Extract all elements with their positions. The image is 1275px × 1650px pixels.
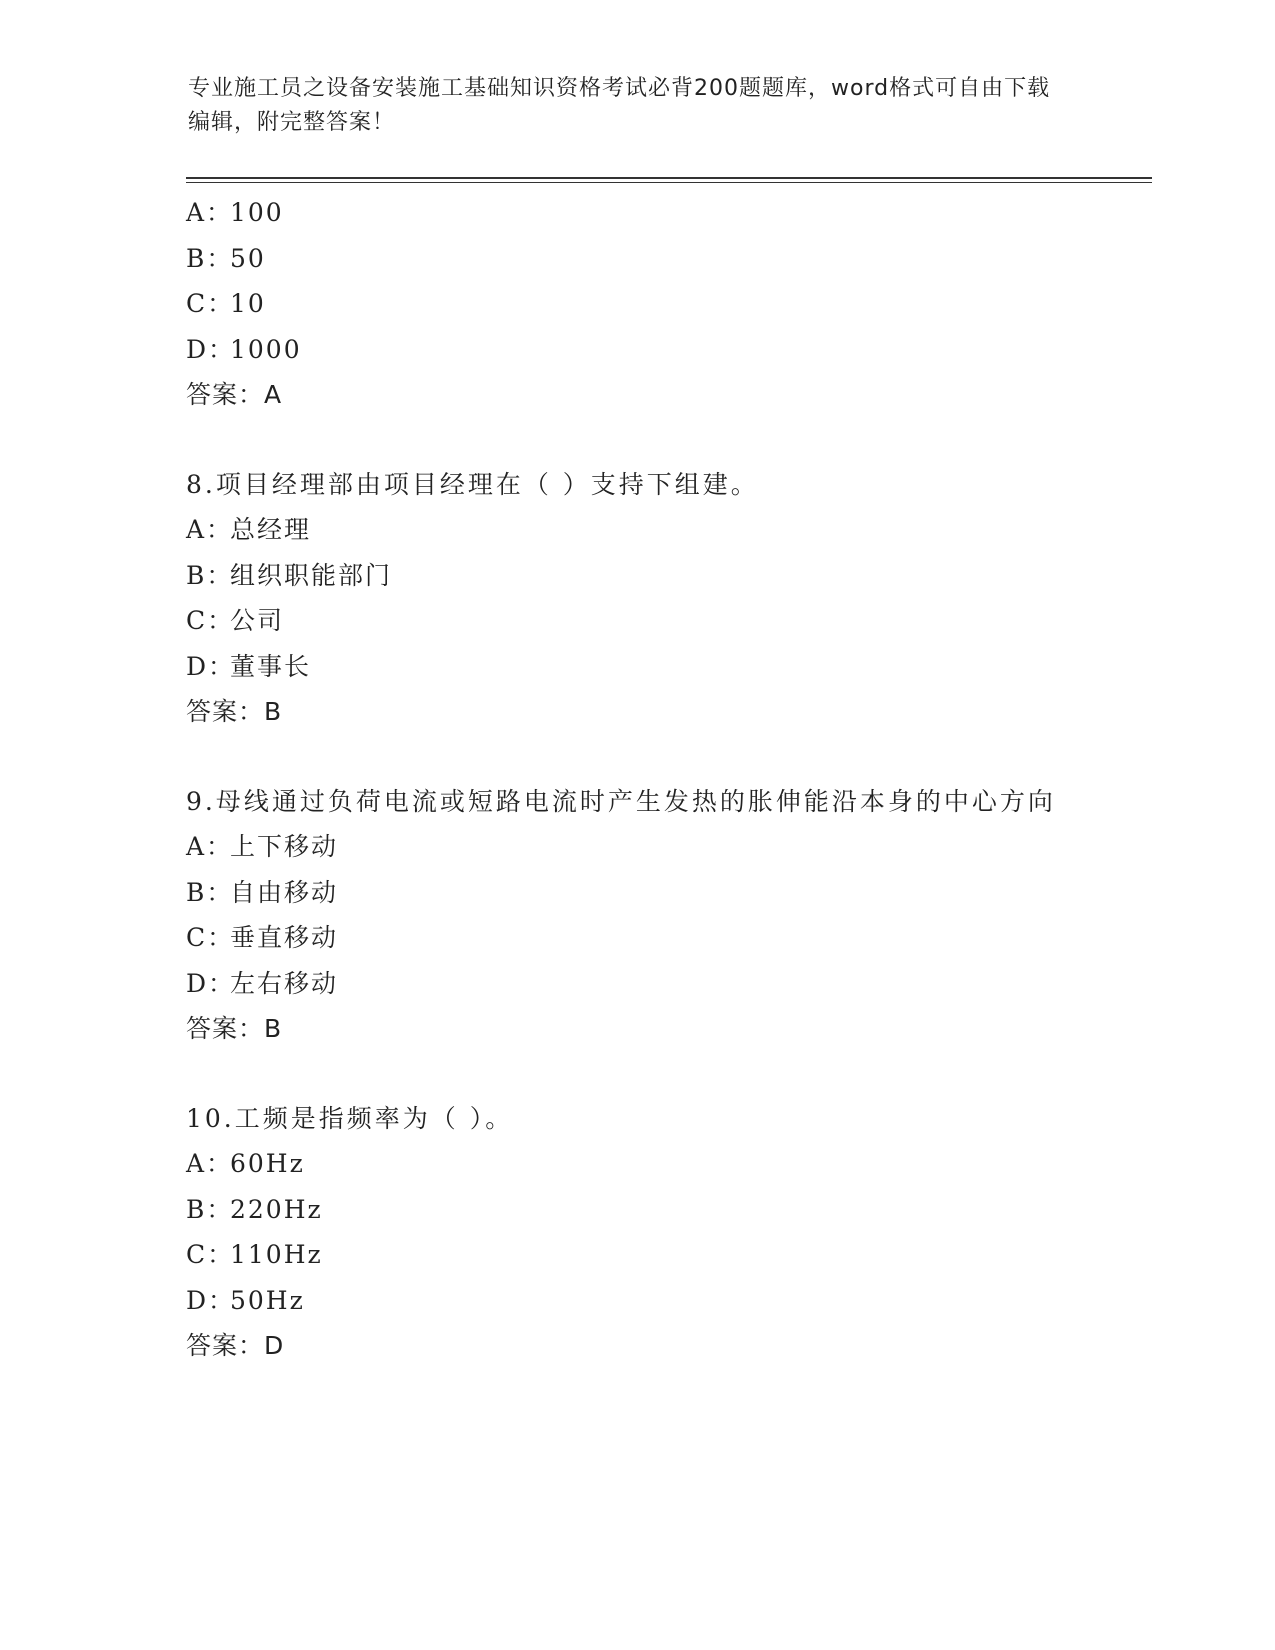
answer-line: 答案：A bbox=[186, 380, 283, 409]
option-d: D：左右移动 bbox=[186, 968, 339, 998]
option-c: C：公司 bbox=[186, 606, 285, 635]
option-d: D：董事长 bbox=[186, 651, 312, 681]
header-title: 专业施工员之设备安装施工基础知识资格考试必背200题题库，word格式可自由下载编辑，附完整答案！ bbox=[188, 76, 1051, 135]
question-block-7 bbox=[186, 190, 1086, 418]
question-content bbox=[186, 190, 1086, 1369]
option-a: A：100 bbox=[186, 198, 284, 227]
option-a: A：总经理 bbox=[186, 515, 312, 544]
question-text: 9.母线通过负荷电流或短路电流时产生发热的胀伸能沿本身的中心方向 bbox=[186, 786, 1056, 816]
question-block-8 bbox=[186, 462, 1086, 735]
question-block-9 bbox=[186, 779, 1086, 1052]
option-b: B：220Hz bbox=[186, 1194, 323, 1224]
option-c: C：垂直移动 bbox=[186, 923, 339, 952]
header-rule-thick bbox=[186, 177, 1152, 179]
question-text: 10.工频是指频率为（ ）。 bbox=[186, 1103, 514, 1133]
answer-line: 答案：B bbox=[186, 1014, 283, 1043]
option-c: C：10 bbox=[186, 289, 266, 318]
option-b: B：50 bbox=[186, 243, 266, 273]
option-a: A：60Hz bbox=[186, 1149, 305, 1178]
question-text: 8.项目经理部由项目经理在（ ）支持下组建。 bbox=[186, 469, 759, 499]
page-header bbox=[188, 72, 1068, 140]
question-block-10 bbox=[186, 1096, 1086, 1369]
option-d: D：1000 bbox=[186, 334, 302, 364]
header-rule-thin bbox=[186, 182, 1152, 183]
option-d: D：50Hz bbox=[186, 1285, 305, 1315]
option-a: A：上下移动 bbox=[186, 832, 339, 861]
option-b: B：自由移动 bbox=[186, 877, 339, 907]
answer-line: 答案：D bbox=[186, 1331, 285, 1360]
option-b: B：组织职能部门 bbox=[186, 560, 393, 590]
answer-line: 答案：B bbox=[186, 697, 283, 726]
option-c: C：110Hz bbox=[186, 1240, 323, 1269]
